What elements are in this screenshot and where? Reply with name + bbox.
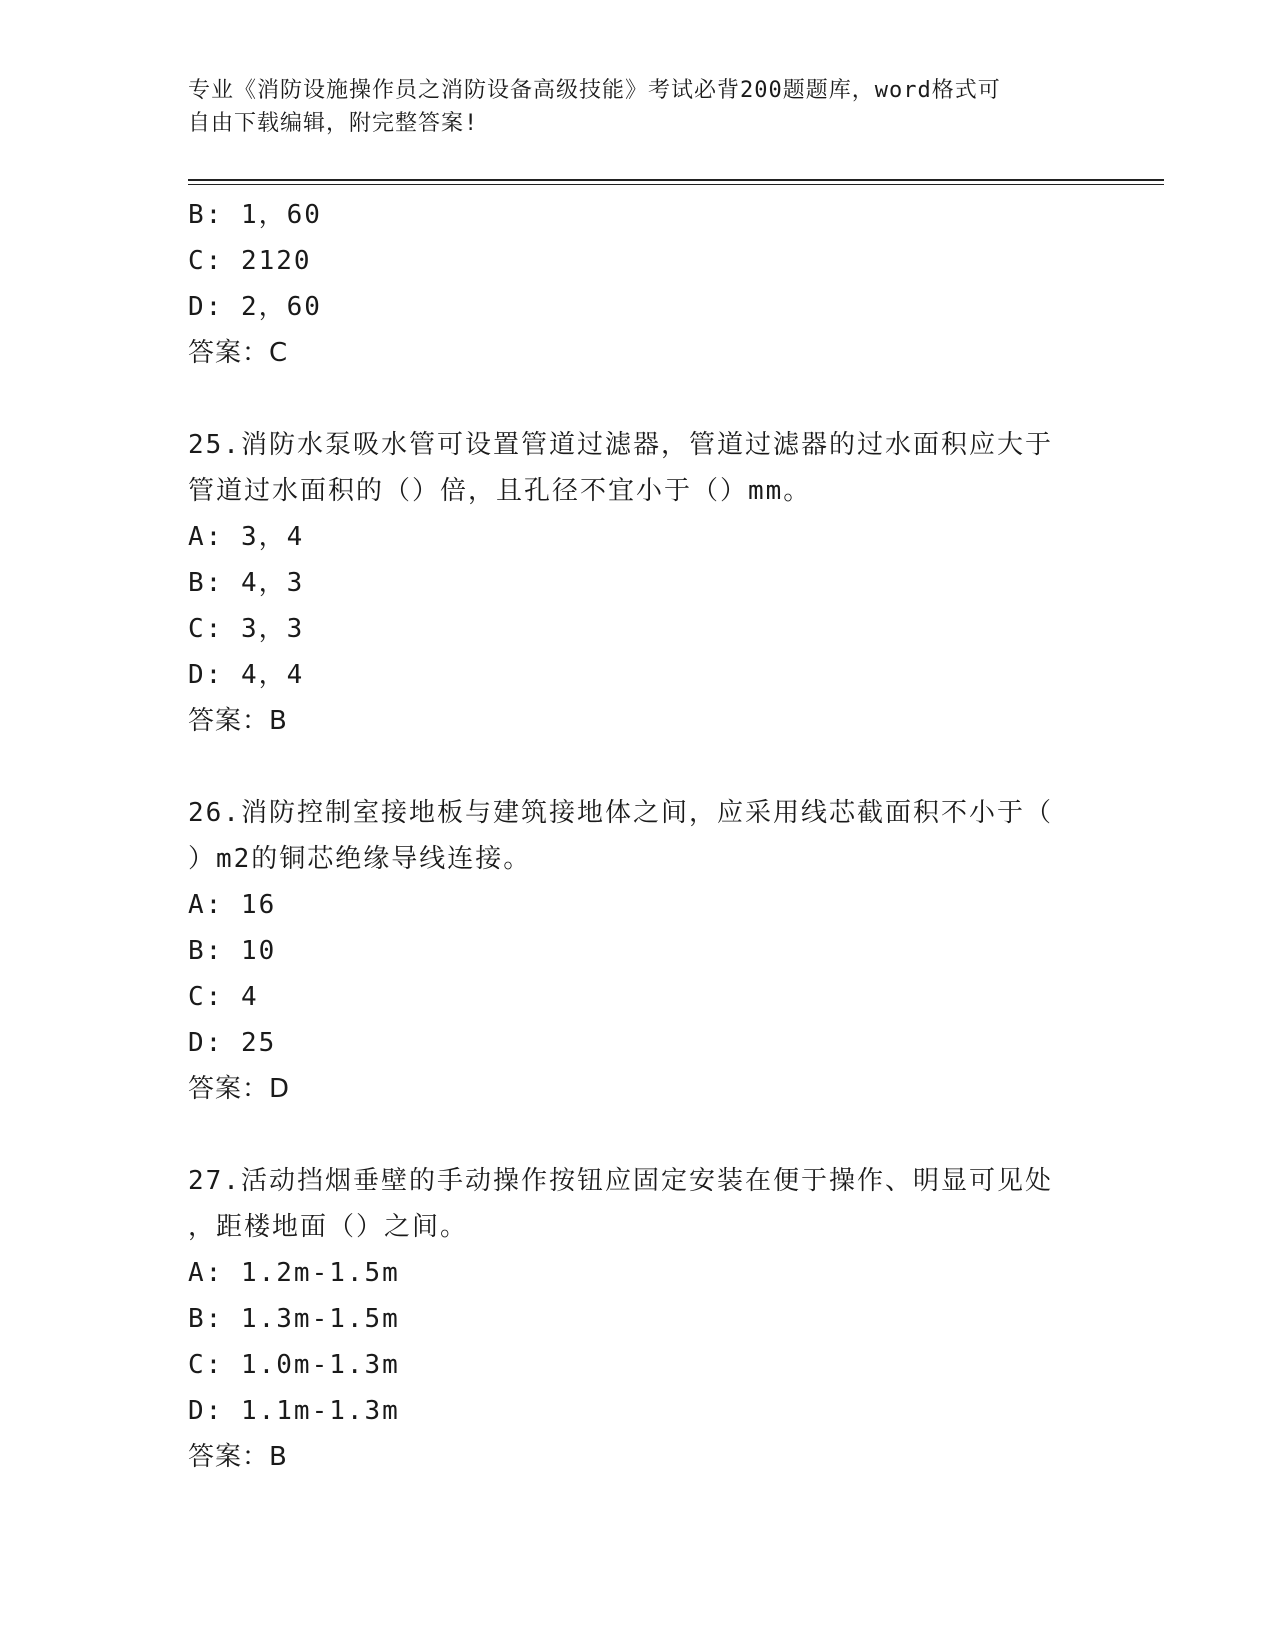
spacer [188, 744, 1088, 790]
question-block-25 [188, 422, 1088, 744]
question-content [188, 192, 1088, 1480]
document-header [188, 74, 1088, 140]
option-a: A: 3，4 [188, 522, 305, 552]
option-c: C: 2120 [188, 246, 312, 276]
question-text-line: 26.消防控制室接地板与建筑接地体之间，应采用线芯截面积不小于（ [188, 798, 1053, 828]
option-a: A: 1.2m-1.5m [188, 1258, 400, 1288]
option-d: D: 4，4 [188, 660, 305, 690]
header-line-1: 专业《消防设施操作员之消防设备高级技能》考试必背200题题库，word格式可 [188, 78, 1001, 103]
question-text-line: 管道过水面积的（）倍，且孔径不宜小于（）mm。 [188, 476, 812, 506]
option-b: B: 1.3m-1.5m [188, 1304, 400, 1334]
option-d: D: 2，60 [188, 292, 322, 322]
option-b: B: 10 [188, 936, 277, 966]
answer-line: 答案：D [188, 1074, 291, 1104]
answer-line: 答案：B [188, 706, 288, 736]
question-text-line: ，距楼地面（）之间。 [188, 1212, 469, 1242]
prev-question-block [188, 192, 1088, 376]
option-c: C: 3，3 [188, 614, 305, 644]
option-c: C: 1.0m-1.3m [188, 1350, 400, 1380]
answer-line: 答案：B [188, 1442, 288, 1472]
header-line-2: 自由下载编辑，附完整答案! [188, 111, 479, 136]
option-b: B: 1，60 [188, 200, 322, 230]
option-d: D: 1.1m-1.3m [188, 1396, 400, 1426]
header-divider-thin [188, 184, 1164, 185]
spacer [188, 376, 1088, 422]
question-text-line: 25.消防水泵吸水管可设置管道过滤器，管道过滤器的过水面积应大于 [188, 430, 1053, 460]
option-c: C: 4 [188, 982, 259, 1012]
question-text-line: ）m2的铜芯绝缘导线连接。 [188, 844, 532, 874]
answer-line: 答案：C [188, 338, 289, 368]
question-block-26 [188, 790, 1088, 1112]
header-divider-thick [188, 179, 1164, 181]
option-b: B: 4，3 [188, 568, 305, 598]
question-text-line: 27.活动挡烟垂壁的手动操作按钮应固定安装在便于操作、明显可见处 [188, 1166, 1053, 1196]
spacer [188, 1112, 1088, 1158]
question-block-27 [188, 1158, 1088, 1480]
option-a: A: 16 [188, 890, 277, 920]
option-d: D: 25 [188, 1028, 277, 1058]
